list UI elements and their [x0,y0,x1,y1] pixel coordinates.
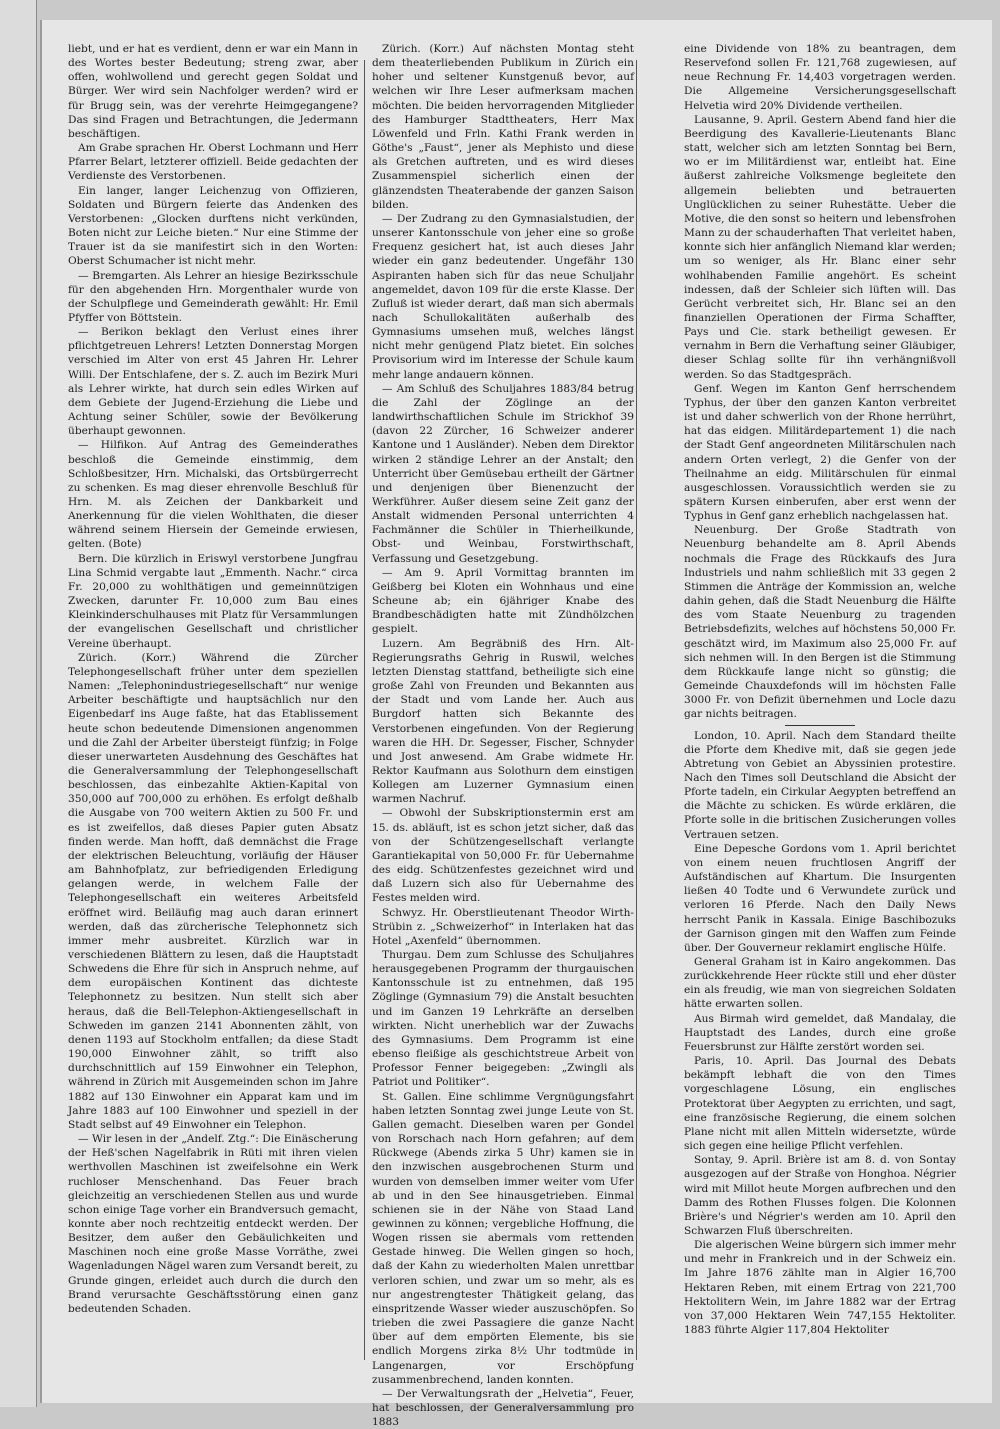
article-paragraph: Schwyz. Hr. Oberstlieutenant Theodor Wirth-Strübin z. „Schweizerhof“ in Interlaken hat das Hotel „Axenfeld“ übernommen. [372,906,634,947]
article-paragraph: eine Dividende von 18% zu beantragen, dem Reservefond sollen Fr. 121,768 zugewiesen, auf neue Rechnung Fr. 14,403 vorgetragen werden. Die Allgemeine Versicherungsgesellschaft Helvetia wird 20% Dividende vertheilen. [684,43,956,112]
article-paragraph: Genf. Wegen im Kanton Genf herrschendem Typhus, der über den ganzen Kanton verbreitet ist und daher schwerlich von der Rhone herrührt, hat das eidgen. Militärdepartement 1) die nach der Stadt Genf angeordneten Militärschulen nach andern Orten verlegt, 2) die Genfer von der Theilnahme an eidg. Militärschulen für einmal ausgeschlossen. Voraussichtlich werden sie zu spätern Kursen einberufen, aber erst wenn der Typhus in Genf ganz erheblich nachgelassen hat. [684,382,956,523]
column-divider [636,60,637,1360]
column-middle [372,42,634,1429]
article-paragraph: Zürich. (Korr.) Auf nächsten Montag steht dem theaterliebenden Publikum in Zürich ein hoher und seltener Kunstgenuß bevor, auf welchen wir Ihre Leser aufmerksam machen möchten. Die beiden hervorragenden Mitglieder des Hamburger Stadttheaters, Herr Max Löwenfeld und Frln. Kathi Frank werden in Göthe's „Faust“, jener als Mephisto und diese als Gretchen auftreten, und es wird dieses Zusammenspiel sicherlich einen der glänzendsten Theaterabende der ganzen Saison bilden. [372,43,634,211]
article-paragraph: Sontay, 9. April. Brière ist am 8. d. von Sontay ausgezogen auf der Straße von Honghoa. Négrier wird mit Millot heute Morgen aufbrechen und den Damm des Rothen Flusses folgen. Die Kolonnen Brière's und Négrier's werden am 10. April den Schwarzen Fluß überschreiten. [684,1154,956,1237]
article-paragraph: London, 10. April. Nach dem Standard theilte die Pforte dem Khedive mit, daß sie gegen jede Abtretung von Gebiet an Abyssinien protestire. Nach den Times soll Deutschland die Absicht der Pforte tadeln, ein Cirkular Aegypten betreffend an die Mächte zu schicken. Es würde erklären, die Pforte solle in die britischen Zusicherungen volles Vertrauen setzen. [684,729,956,841]
article-paragraph: Thurgau. Dem zum Schlusse des Schuljahres herausgegebenen Programm der thurgauischen Kantonsschule ist zu entnehmen, daß 195 Zöglinge (Gymnasium 79) die Anstalt besuchten und im Ganzen 19 Lehrkräfte an derselben wirkten. Nicht unerheblich war der Zuwachs des Gymnasiums. Dem Programm ist eine ebenso fleißige als geschichtstreue Arbeit von Professor Fenner beigegeben: „Zwingli als Patriot und Politiker“. [372,949,634,1089]
column-left [68,42,358,1362]
article-paragraph: Lausanne, 9. April. Gestern Abend fand hier die Beerdigung des Kavallerie-Lieutenants Blanc statt, welcher sich am letzten Sonntag bei Bern, wo er im Militärdienst war, entleibt hat. Eine äußerst zahlreiche Volksmenge begleitete den allgemein beliebten und betrauerten Unglücklichen zu seiner Ruhestätte. Ueber die Motive, die den sonst so heitern und lebensfrohen Mann zu der schauderhaften That verleitet haben, konnte sich hier anfänglich Niemand klar werden; um so weniger, als Hr. Blanc einer sehr wohlhabenden Familie angehört. Es scheint indessen, daß der Schleier sich lüften will. Das Gerücht verbreitet sich, Hr. Blanc sei an den finanziellen Operationen der Firma Schaffter, Pays und Cie. stark betheiligt gewesen. Er vernahm in Bern die Verhaftung seiner Gläubiger, dieser Schlag sollte für ihn verhängnißvoll werden. So das Stadtgespräch. [684,113,956,381]
article-paragraph: — Der Zudrang zu den Gymnasialstudien, der unserer Kantonsschule von jeher eine so große Frequenz gesichert hat, ist auch dieses Jahr wieder ein ganz bedeutender. Ungefähr 130 Aspiranten haben sich für das neue Schuljahr angemeldet, davon 109 für die erste Klasse. Der Zufluß ist wieder derart, daß man sich abermals nach Schullokalitäten außerhalb des Gymnasiums umsehen muß, welches längst nicht mehr genügend Platz bietet. Ein solches Provisorium wird im Interesse der Schule kaum mehr lange andauern können. [372,212,634,381]
article-paragraph: — Bremgarten. Als Lehrer an hiesige Bezirksschule für den abgehenden Hrn. Morgenthaler wurde von der Schulpflege und Gemeinderath gewählt: Hr. Emil Pfyffer von Böttstein. [68,269,358,324]
page-edge-1 [0,0,15,1407]
article-paragraph: — Berikon beklagt den Verlust eines ihrer pflichtgetreuen Lehrers! Letzten Donnerstag Morgen verschied im Alter von erst 45 Jahren Hr. Lehrer Willi. Der Entschlafene, der s. Z. auch im Bezirk Muri als Lehrer wirkte, hat durch sein edles Wirken auf dem Gebiete der Jugend-Erziehung die Liebe und Achtung seiner Schüler, sowie der Bevölkerung überhaupt gewonnen. [68,326,358,438]
article-paragraph: Die algerischen Weine bürgern sich immer mehr und mehr in Frankreich und in der Schweiz ein. Im Jahre 1876 zählte man in Algier 16,700 Hektaren Reben, mit einem Ertrag von 221,700 Hektolitern Wein, im Jahre 1882 war der Ertrag von 37,000 Hektaren Wein 747,155 Hektoliter. 1883 führte Algier 117,804 Hektoliter [684,1239,956,1337]
article-paragraph: Zürich. (Korr.) Während die Zürcher Telephongesellschaft früher unter dem speziellen Namen: „Telephonindustriegesellschaft“ nur wenige Arbeiter beschäftigte und hauptsächlich nur den Eigenbedarf ins Auge faßte, hat das Etablissement heute schon bedeutende Dimensionen angenommen und die Zahl der Arbeiter übersteigt fünfzig; in Folge dieser unerwarteten Ausdehnung des Geschäftes hat die Generalversammlung der Telephongesellschaft beschlossen, das einbezahlte Aktien-Kapital von 350,000 auf 700,000 zu erhöhen. Es erfolgt deßhalb die Ausgabe von 700 weitern Aktien zu 500 Fr. und es ist zweifellos, daß dieses Papier guten Absatz finden werde. Man hofft, daß demnächst die Frage der elektrischen Beleuchtung, vorläufig der Häuser am Bahnhofplatz, zur befriedigenden Erledigung gelangen werde, in welchem Falle der Telephongesellschaft ein weiteres Arbeitsfeld eröffnet wird. Beiläufig mag auch daran erinnert werden, daß das zürcherische Telephonnetz sich immer mehr ausbreitet. Kürzlich war in verschiedenen Blättern zu lesen, daß die Hauptstadt Schwedens die Ehre für sich in Anspruch nehme, auf dem europäischen Kontinent das dichteste Telephonnetz zu besitzen. Nun stellt sich aber heraus, daß die Bell-Telephon-Aktiengesellschaft in Schweden im ganzen 2141 Abonnenten zählt, von denen 1193 auf Stockholm entfallen; da diese Stadt 190,000 Einwohner zählt, so trifft also durchschnittlich auf 159 Einwohner ein Telephon, während in Zürich mit Ausgemeinden schon im Jahre 1882 auf 130 Einwohner ein Apparat kam und im Jahre 1883 auf 100 Einwohner und speziell in der Stadt selbst auf 49 Einwohner ein Telephon. [68,651,358,1131]
article-paragraph: Bern. Die kürzlich in Eriswyl verstorbene Jungfrau Lina Schmid vergabte laut „Emmenth. Nachr.“ circa Fr. 20,000 zu wohlthätigen und gemeinnützigen Zwecken, darunter Fr. 10,000 zum Bau eines Kleinkinderschulhauses mit Platz für Versammlungen der evangelischen Gesellschaft und christlicher Vereine überhaupt. [68,552,358,650]
section-rule [785,725,855,726]
article-paragraph: — Am 9. April Vormittag brannten im Geißberg bei Kloten ein Wohnhaus und eine Scheune ab; ein 6jähriger Knabe des Brandbeschädigten hatte mit Zündhölzchen gespielt. [372,566,634,636]
article-paragraph: — Hilfikon. Auf Antrag des Gemeinderathes beschloß die Gemeinde einstimmig, dem Schloßbesitzer, Hrn. Michalski, das Ortsbürgerrecht zu schenken. Es mag dieser ehrenvolle Beschluß für Hrn. M. als Zeichen der Dankbarkeit und Anerkennung für die vielen Wohlthaten, die dieser während seinem Hiersein der Gemeinde erwiesen, gelten. (Bote) [68,439,358,551]
article-paragraph: — Der Verwaltungsrath der „Helvetia“, Feuer, hat beschlossen, der Generalversammlung pro 1883 [372,1387,634,1429]
article-paragraph: Eine Depesche Gordons vom 1. April berichtet von einem neuen fruchtlosen Angriff der Aufständischen auf Khartum. Die Insurgenten ließen 40 Todte und 6 Verwundete zurück und verloren 16 Pferde. Nach den Daily News herrscht Panik in Kassala. Einige Baschibozuks der Garnison gingen mit den Waffen zum Feinde über. Der Gouverneur reklamirt englische Hülfe. [684,842,956,954]
article-paragraph: St. Gallen. Eine schlimme Vergnügungsfahrt haben letzten Sonntag zwei junge Leute von St. Gallen gemacht. Dieselben waren per Gondel von Rorschach nach Horn gefahren; auf dem Rückwege (Abends zirka 5 Uhr) kamen sie in den inzwischen ausgebrochenen Sturm und wurden von demselben immer weiter vom Ufer ab und in den See hinausgetrieben. Einmal schienen sie in der Nähe von Staad Land gewinnen zu können; vergebliche Hoffnung, die Wogen rissen sie abermals vom rettenden Gestade hinweg. Die Wellen gingen so hoch, daß der Kahn zu wiederholten Malen unrettbar verloren schien, und zwar um so mehr, als es nur angestrengtester Thätigkeit gelang, das einspritzende Wasser wieder auszuschöpfen. So trieben die zwei Passagiere die ganze Nacht über auf dem empörten Elemente, bis sie endlich Morgens zirka 8½ Uhr todtmüde in Langenargen, vor Erschöpfung zusammenbrechend, landen konnten. [372,1090,634,1386]
article-paragraph: General Graham ist in Kairo angekommen. Das zurückkehrende Heer rückte still und eher düster ein als freudig, wie man von siegreichen Soldaten hätte erwarten sollen. [684,956,956,1011]
article-paragraph: — Obwohl der Subskriptionstermin erst am 15. ds. abläuft, ist es schon jetzt sicher, daß das von der Schützengesellschaft verlangte Garantiekapital von 50,000 Fr. für Uebernahme des eidg. Schützenfestes gezeichnet wird und daß Luzern sich also für Uebernahme des Festes melden wird. [372,807,634,905]
article-paragraph: — Wir lesen in der „Andelf. Ztg.“: Die Einäscherung der Heß'schen Nagelfabrik in Rüti mit ihren vielen werthvollen Maschinen ist zweifelsohne ein Werk ruchloser Menschenhand. Das Feuer brach gleichzeitig an verschiedenen Stellen aus und wurde schon einige Tage vorher ein Brandversuch gemacht, konnte aber noch rechtzeitig entdeckt werden. Der Besitzer, dem außer den Gebäulichkeiten und Maschinen noch eine große Masse Vorräthe, zwei Wagenladungen Nägel waren zum Versandt bereit, zu Grunde gingen, erleidet auch durch die durch den Brand verursachte Geschäftsstörung einen ganz bedeutenden Schaden. [68,1133,358,1315]
column-divider [364,60,365,1360]
article-paragraph: liebt, und er hat es verdient, denn er war ein Mann in des Wortes bester Bedeutung; streng zwar, aber offen, wohlwollend und gerecht gegen Soldat und Bürger. Wer wird sein Nachfolger werden? wird er für Brugg sein, was der verehrte Heimgegangene? Das sind Fragen und Betrachtungen, die Jedermann beschäftigen. [68,43,358,140]
article-paragraph: Paris, 10. April. Das Journal des Debats bekämpft lebhaft die von den Times vorgeschlagene Lösung, ein englisches Protektorat über Aegypten zu errichten, und sagt, eine französische Regierung, die einem solchen Plane nicht mit allen Mitteln widersetzte, würde sich gegen eine heilige Pflicht verfehlen. [684,1055,956,1153]
column-right [684,42,956,1362]
article-paragraph: Am Grabe sprachen Hr. Oberst Lochmann und Herr Pfarrer Belart, letzterer offiziell. Beide gedachten der Verdienste des Verstorbenen. [68,142,358,183]
article-paragraph: Aus Birmah wird gemeldet, daß Mandalay, die Hauptstadt des Landes, durch eine große Feuersbrunst zur Hälfte zerstört worden sei. [684,1012,956,1053]
article-paragraph: Neuenburg. Der Große Stadtrath von Neuenburg behandelte am 8. April Abends nochmals die Frage des Rückkaufs des Jura Industriels und nahm schließlich mit 33 gegen 2 Stimmen die Anträge der Kommission an, welche dahin gehen, daß die Stadt Neuenburg die Hälfte des vom Staate Neuenburg zu tragenden Betriebsdefizits, welches auf höchstens 50,000 Fr. geschätzt wird, im Maximum also 25,000 Fr. auf sich nehmen will. In den Bergen ist die Stimmung dem Rückkaufe lange nicht so günstig; die Gemeinde Chauxdefonds will im höchsten Falle 3000 Fr. von Defizit übernehmen und Locle dazu gar nichts beitragen. [684,524,956,721]
article-paragraph: Luzern. Am Begräbniß des Hrn. Alt-Regierungsraths Gehrig in Ruswil, welches letzten Dienstag stattfand, betheiligte sich eine große Zahl von Freunden und Bekannten aus der Stadt und vom Lande her. Auch aus Burgdorf hatten sich Bekannte des Verstorbenen eingefunden. Von der Regierung waren die HH. Dr. Segesser, Fischer, Schnyder und Jost anwesend. Am Grabe widmete Hr. Rektor Kaufmann aus Solothurn dem einstigen Kollegen am Luzerner Gymnasium einen warmen Nachruf. [372,637,634,806]
article-paragraph: — Am Schluß des Schuljahres 1883/84 betrug die Zahl der Zöglinge an der landwirthschaftlichen Schule im Strickhof 39 (davon 22 Zürcher, 16 Schweizer anderer Kantone und 1 Ausländer). Neben dem Direktor wirken 2 ständige Lehrer an der Anstalt; den Unterricht über Gemüsebau ertheilt der Gärtner und denjenigen über Bienenzucht der Werkführer. Außer diesem seine Zeit ganz der Anstalt widmenden Personal unterrichten 4 Fachmänner die Schüler in Thierheilkunde, Obst- und Weinbau, Forstwirthschaft, Verfassung und Gesetzgebung. [372,382,634,565]
article-paragraph: Ein langer, langer Leichenzug von Offizieren, Soldaten und Bürgern feierte das Andenken des Verstorbenen: „Glocken durftens nicht verkünden, Boten nicht zur Leiche bieten.“ Nur eine Stimme der Trauer ist da sie manifestirt sich in den Worten: Oberst Schumacher ist nicht mehr. [68,184,358,268]
page-edge-3 [26,0,37,1407]
